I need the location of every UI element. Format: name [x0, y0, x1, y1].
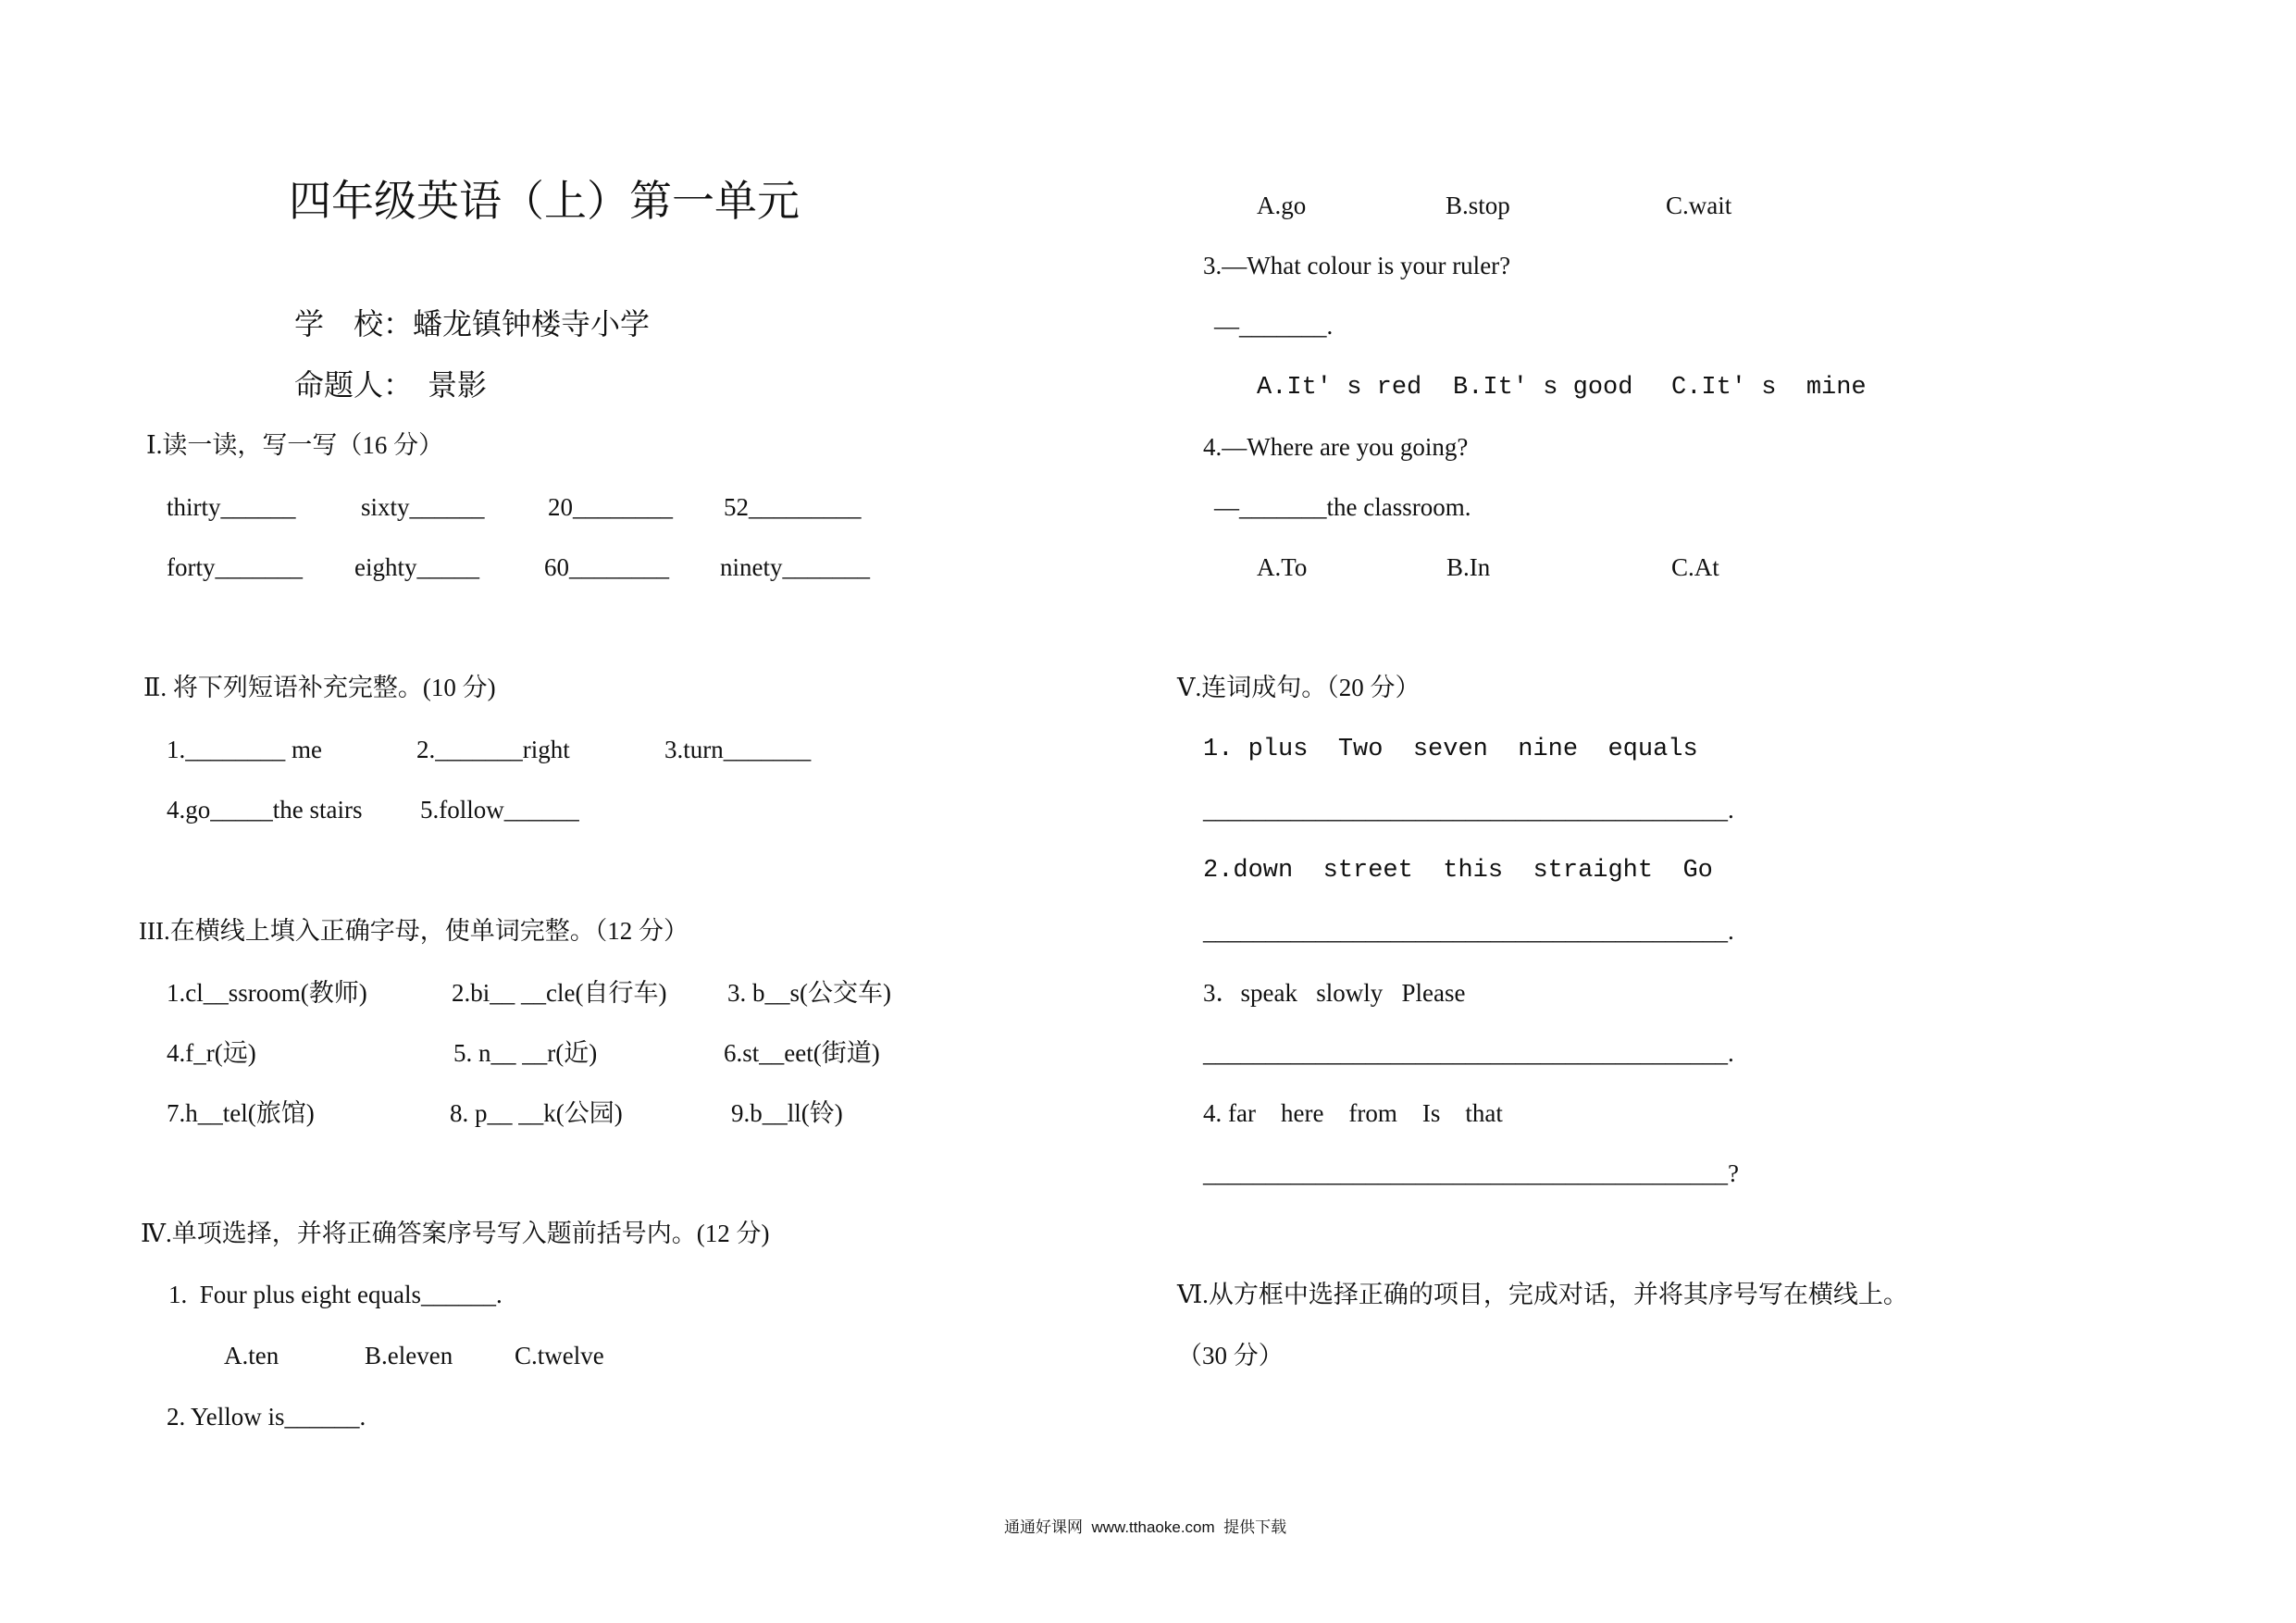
- s4-option: B.eleven: [365, 1342, 453, 1369]
- s4-option: B.stop: [1446, 192, 1510, 219]
- s4-option: B.In: [1446, 553, 1491, 581]
- s3-item: 3. b__s(公交车): [727, 979, 891, 1007]
- s1-item: 20________: [548, 493, 673, 521]
- section-5-heading: Ⅴ.连词成句。（20 分）: [1177, 674, 1421, 701]
- s1-item: forty_______: [167, 553, 303, 581]
- s1-item: thirty______: [167, 493, 296, 521]
- s4-option: C.twelve: [515, 1342, 604, 1369]
- page-title: 四年级英语（上）第一单元: [289, 178, 800, 225]
- s4-option: C.It′ s mine: [1671, 374, 1867, 402]
- s4-option: C.wait: [1666, 192, 1732, 219]
- author-info: 命题人： 景影: [294, 368, 488, 402]
- s3-item: 9.b__ll(铃): [731, 1099, 843, 1127]
- s4-option: A.ten: [224, 1342, 279, 1369]
- s4-question: 4.—Where are you going?: [1203, 433, 1469, 461]
- s3-item: 8. p__ __k(公园): [450, 1099, 623, 1127]
- s5-answer-line: __________________________________________?: [1203, 1159, 1739, 1187]
- s4-question: 3.—What colour is your ruler?: [1203, 252, 1511, 279]
- s5-question: 2.down street this straight Go: [1203, 857, 1713, 885]
- s4-option: A.It′ s red: [1257, 374, 1422, 402]
- s2-item: 4.go_____the stairs: [167, 796, 363, 824]
- s4-option: A.To: [1257, 553, 1308, 581]
- s5-answer-line: __________________________________________.: [1203, 917, 1734, 945]
- s4-option: B.It′ s good: [1453, 374, 1633, 402]
- s2-item: 3.turn_______: [664, 736, 812, 763]
- s5-question: 1. plus Two seven nine equals: [1203, 736, 1698, 763]
- s3-item: 4.f_r(远): [167, 1039, 256, 1067]
- section-2-heading: Ⅱ. 将下列短语补充完整。(10 分): [143, 674, 496, 701]
- s2-item: 2._______right: [416, 736, 570, 763]
- s1-item: sixty______: [361, 493, 485, 521]
- footer-credit: 通通好课网 www.tthaoke.com 提供下载: [1004, 1518, 1287, 1536]
- section-3-heading: III.在横线上填入正确字母，使单词完整。（12 分）: [139, 917, 689, 945]
- s3-item: 1.cl__ssroom(教师): [167, 979, 367, 1007]
- s2-item: 1.________ me: [167, 736, 322, 763]
- s4-answer-line: —_______.: [1214, 312, 1334, 340]
- s3-item: 5. n__ __r(近): [453, 1039, 598, 1067]
- s4-answer-line: —_______the classroom.: [1214, 493, 1471, 521]
- s4-question: 1. Four plus eight equals______.: [168, 1281, 503, 1308]
- s2-item: 5.follow______: [420, 796, 579, 824]
- section-4-heading: Ⅳ.单项选择，并将正确答案序号写入题前括号内。(12 分): [141, 1220, 770, 1247]
- s5-question: 3．speak slowly Please: [1203, 979, 1466, 1007]
- s4-option: A.go: [1257, 192, 1307, 219]
- s4-question: 2. Yellow is______.: [167, 1403, 366, 1431]
- s5-question: 4. far here from Is that: [1203, 1099, 1503, 1127]
- section-6-score: （30 分）: [1177, 1342, 1284, 1369]
- section-6-heading: Ⅵ.从方框中选择正确的项目，完成对话，并将其序号写在横线上。: [1177, 1281, 1908, 1308]
- s3-item: 6.st__eet(街道): [724, 1039, 880, 1067]
- s4-option: C.At: [1671, 553, 1719, 581]
- s1-item: eighty_____: [354, 553, 479, 581]
- s1-item: 52_________: [724, 493, 862, 521]
- s3-item: 7.h__tel(旅馆): [167, 1099, 315, 1127]
- s5-answer-line: __________________________________________.: [1203, 796, 1734, 824]
- s1-item: ninety_______: [720, 553, 870, 581]
- school-info: 学 校：蟠龙镇钟楼寺小学: [294, 307, 651, 341]
- s1-item: 60________: [544, 553, 669, 581]
- s3-item: 2.bi__ __cle(自行车): [452, 979, 667, 1007]
- section-1-heading: Ⅰ.读一读，写一写（16 分）: [146, 431, 444, 459]
- s5-answer-line: __________________________________________.: [1203, 1039, 1734, 1067]
